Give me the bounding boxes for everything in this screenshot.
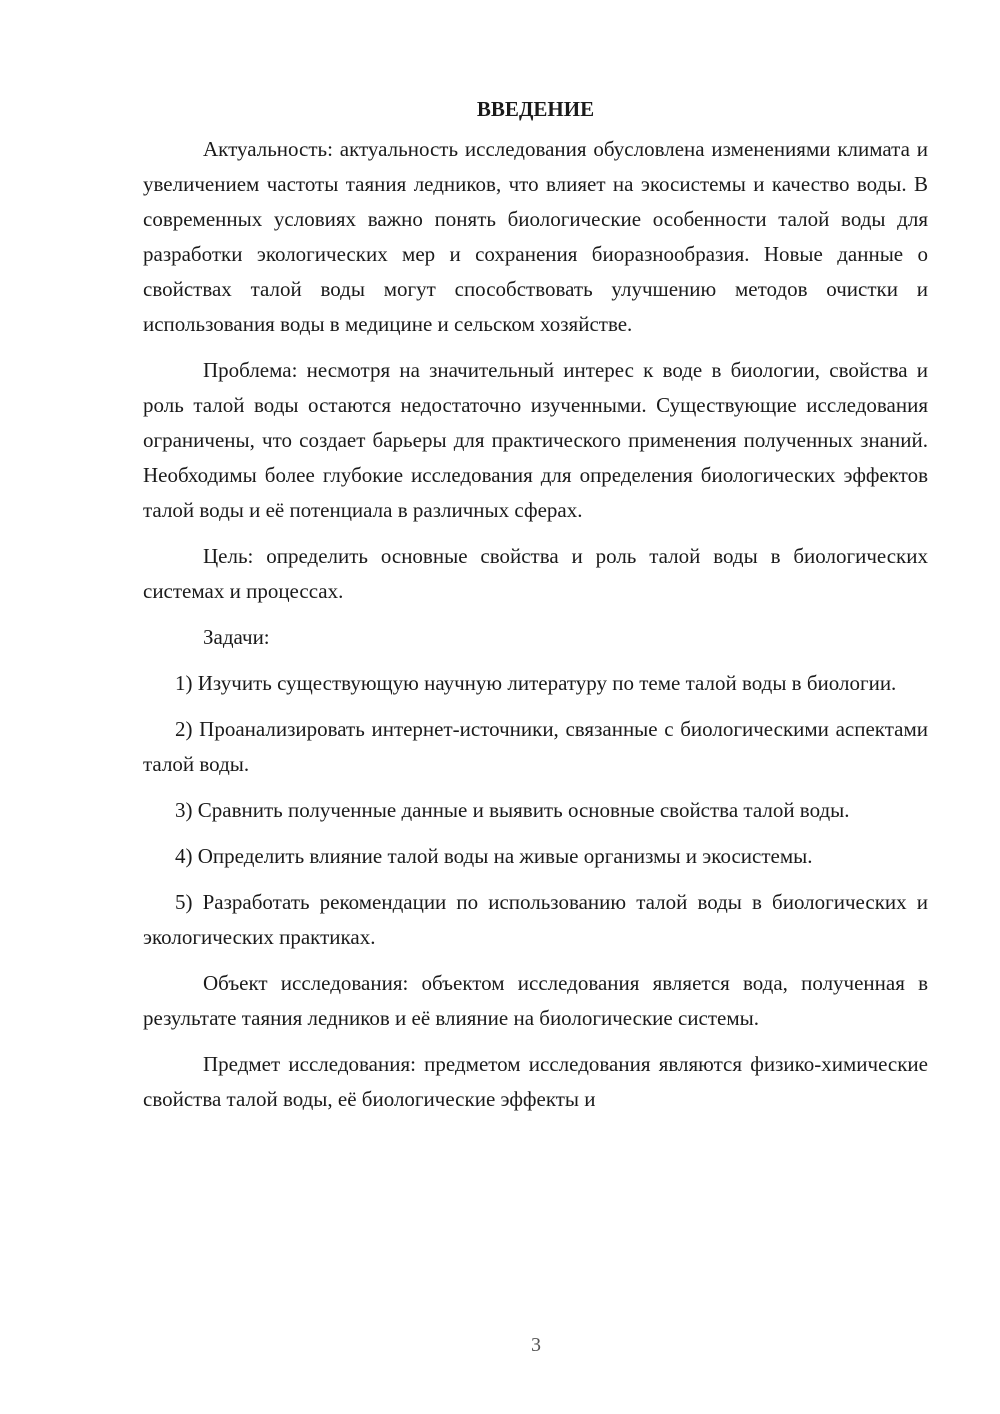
task-item: 1) Изучить существующую научную литературу по теме талой воды в биологии. (175, 671, 897, 695)
relevance-paragraph: Актуальность: актуальность исследования обусловлена изменениями климата и увеличением частоты таяния ледников, что влияет на экосистемы и качество воды. В современных условиях важно понять биологические особенности талой воды для разработки экологических мер и сохранения биоразнообразия. Новые данные о свойствах талой воды могут способствовать улучшению методов очистки и использования воды в медицине и сельском хозяйстве. (143, 137, 928, 336)
section-title: ВВЕДЕНИЕ (476, 97, 595, 121)
goal-paragraph: Цель: определить основные свойства и роль талой воды в биологических системах и процессах. (143, 544, 928, 603)
object-paragraph: Объект исследования: объектом исследования является вода, полученная в результате таяния ледников и её влияние на биологические системы. (143, 971, 928, 1030)
task-item: 4) Определить влияние талой воды на живые организмы и экосистемы. (175, 844, 813, 868)
tasks-heading: Задачи: (203, 625, 270, 649)
subject-paragraph: Предмет исследования: предметом исследования являются физико-химические свойства талой воды, её биологические эффекты и (143, 1052, 928, 1111)
task-item: 5) Разработать рекомендации по использованию талой воды в биологических и экологических практиках. (143, 890, 928, 949)
document-page (143, 92, 928, 1128)
page-number: 3 (531, 1334, 541, 1356)
task-item: 3) Сравнить полученные данные и выявить основные свойства талой воды. (175, 798, 850, 822)
problem-paragraph: Проблема: несмотря на значительный интерес к воде в биологии, свойства и роль талой воды остаются недостаточно изученными. Существующие исследования ограничены, что создает барьеры для практического применения полученных знаний. Необходимы более глубокие исследования для определения биологических эффектов талой воды и её потенциала в различных сферах. (143, 358, 928, 522)
task-item: 2) Проанализировать интернет-источники, связанные с биологическими аспектами талой воды. (143, 717, 928, 776)
